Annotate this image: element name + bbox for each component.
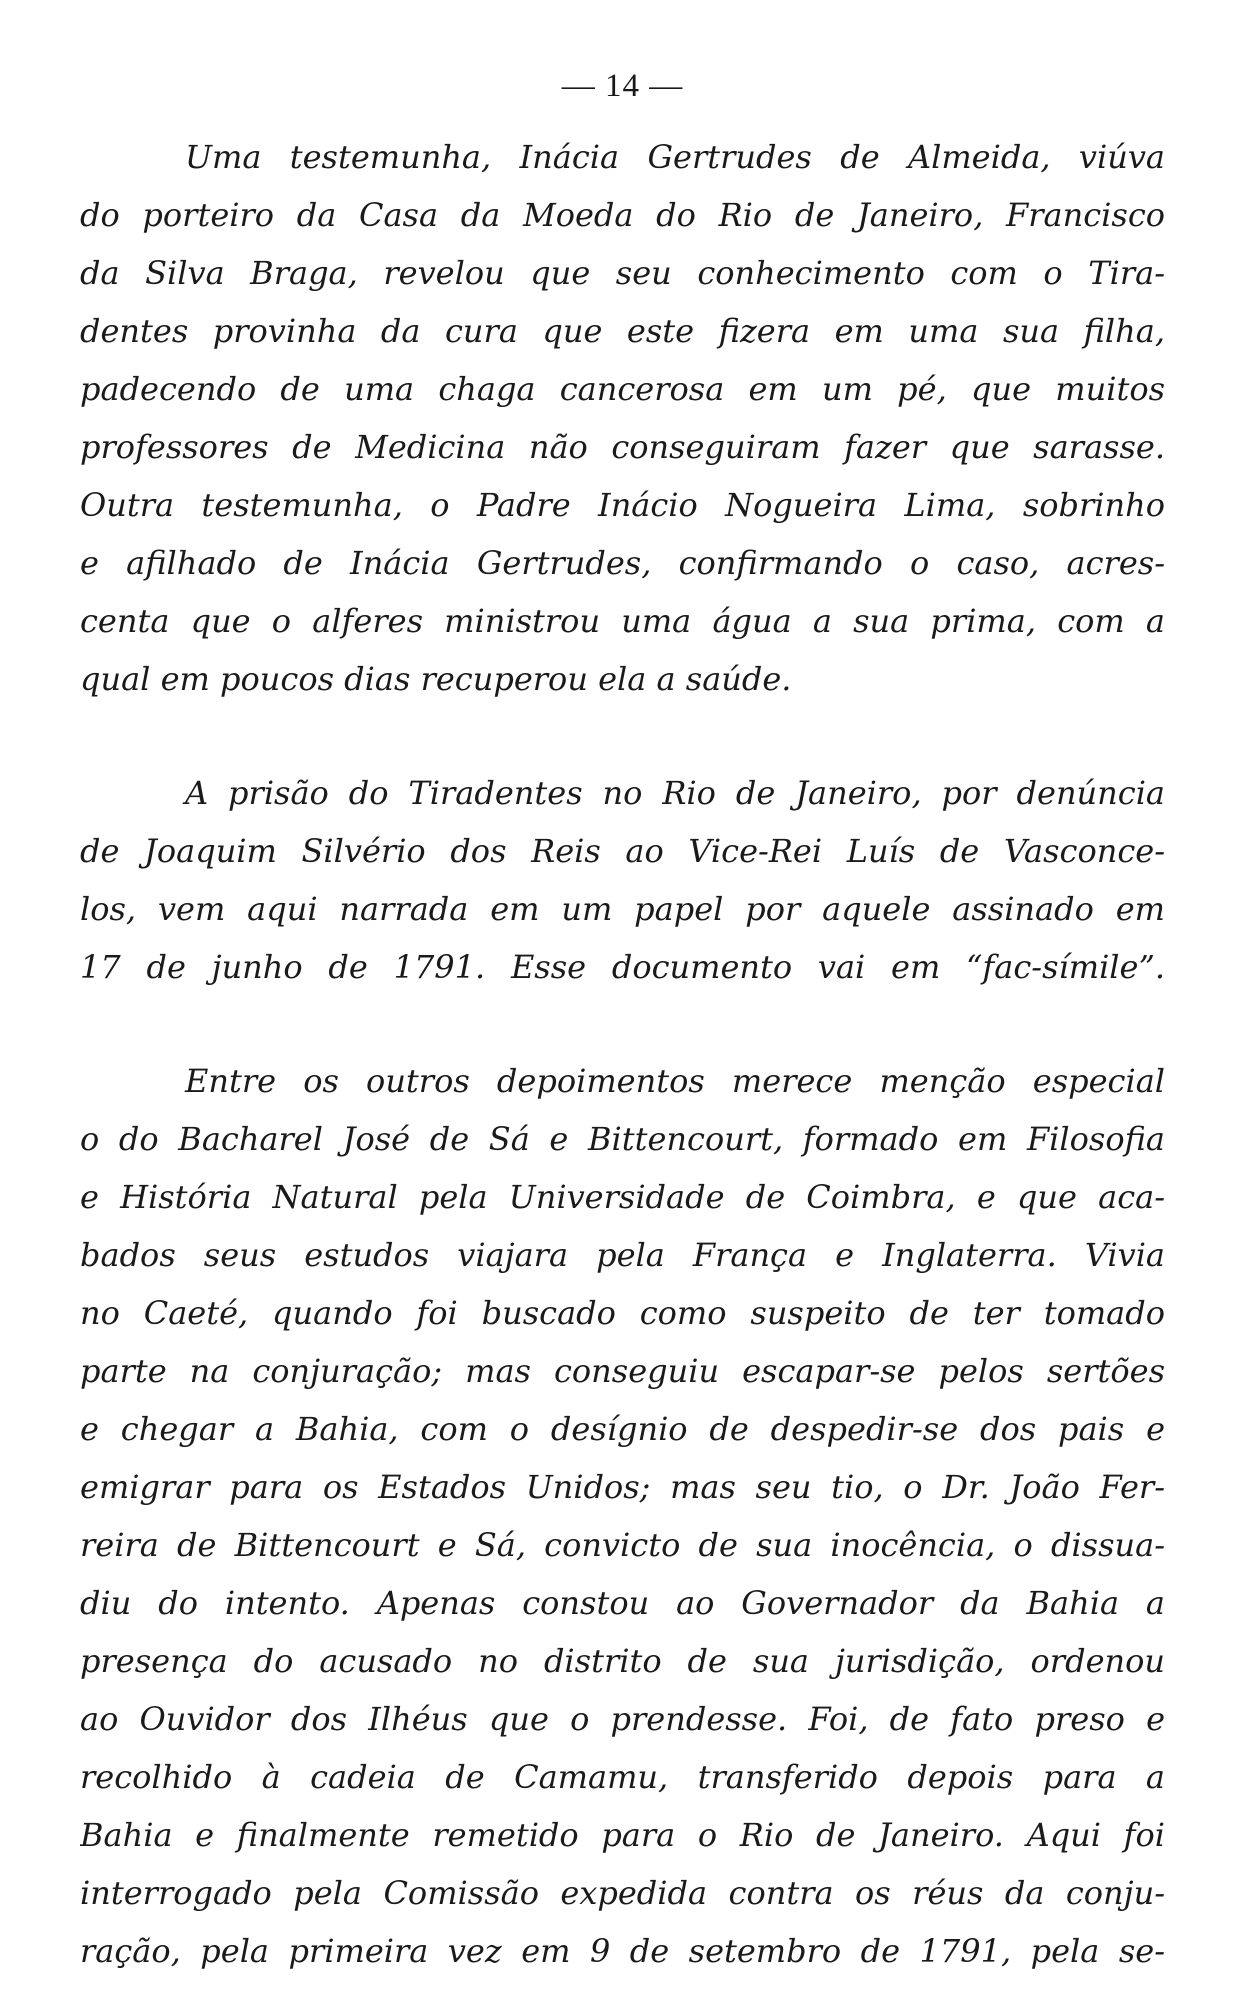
text-line: Outra testemunha, o Padre Inácio Nogueira Lima, sobrinho <box>80 486 1165 524</box>
text-line: A prisão do Tiradentes no Rio de Janeiro, por denúncia <box>185 774 1165 812</box>
text-line: e História Natural pela Universidade de Coimbra, e que aca- <box>80 1178 1165 1216</box>
text-line: interrogado pela Comissão expedida contra os réus da conju- <box>80 1874 1165 1912</box>
text-line: Uma testemunha, Inácia Gertrudes de Almeida, viúva <box>185 138 1165 176</box>
text-line: no Caeté, quando foi buscado como suspeito de ter tomado <box>80 1294 1165 1332</box>
paragraph-3 <box>80 1052 1165 1980</box>
text-line: Bahia e finalmente remetido para o Rio de Janeiro. Aqui foi <box>80 1816 1165 1854</box>
text-line: de Joaquim Silvério dos Reis ao Vice-Rei Luís de Vasconce- <box>80 832 1165 870</box>
text-line: parte na conjuração; mas conseguiu escapar-se pelos sertões <box>80 1352 1165 1390</box>
text-line: e afilhado de Inácia Gertrudes, confirmando o caso, acres- <box>80 544 1165 582</box>
text-line: recolhido à cadeia de Camamu, transferido depois para a <box>80 1758 1165 1796</box>
text-line: da Silva Braga, revelou que seu conhecimento com o Tira- <box>80 254 1165 292</box>
text-line: centa que o alferes ministrou uma água a sua prima, com a <box>80 602 1165 640</box>
text-line: do porteiro da Casa da Moeda do Rio de Janeiro, Francisco <box>80 196 1165 234</box>
text-line: reira de Bittencourt e Sá, convicto de sua inocência, o dissua- <box>80 1526 1165 1564</box>
text-line: bados seus estudos viajara pela França e Inglaterra. Vivia <box>80 1236 1165 1274</box>
text-line: Entre os outros depoimentos merece menção especial <box>185 1062 1165 1100</box>
text-line: qual em poucos dias recuperou ela a saúde. <box>80 660 792 698</box>
body-text <box>80 128 1165 1980</box>
text-line: diu do intento. Apenas constou ao Governador da Bahia a <box>80 1584 1165 1622</box>
text-line: ao Ouvidor dos Ilhéus que o prendesse. Foi, de fato preso e <box>80 1700 1165 1738</box>
text-line: los, vem aqui narrada em um papel por aquele assinado em <box>80 890 1165 928</box>
paragraph-1 <box>80 128 1165 708</box>
text-line: o do Bacharel José de Sá e Bittencourt, formado em Filosofia <box>80 1120 1165 1158</box>
text-line: padecendo de uma chaga cancerosa em um pé, que muitos <box>80 370 1165 408</box>
text-line: professores de Medicina não conseguiram fazer que sarasse. <box>80 428 1165 466</box>
text-line: e chegar a Bahia, com o desígnio de despedir-se dos pais e <box>80 1410 1165 1448</box>
text-line: ração, pela primeira vez em 9 de setembro de 1791, pela se- <box>80 1932 1165 1970</box>
text-line: 17 de junho de 1791. Esse documento vai em “fac-símile”. <box>80 948 1165 986</box>
text-line: dentes provinha da cura que este fizera em uma sua filha, <box>80 312 1165 350</box>
text-line: presença do acusado no distrito de sua jurisdição, ordenou <box>80 1642 1165 1680</box>
page-number: — 14 — <box>561 68 684 104</box>
paragraph-2 <box>80 764 1165 996</box>
text-line: emigrar para os Estados Unidos; mas seu tio, o Dr. João Fer- <box>80 1468 1165 1506</box>
